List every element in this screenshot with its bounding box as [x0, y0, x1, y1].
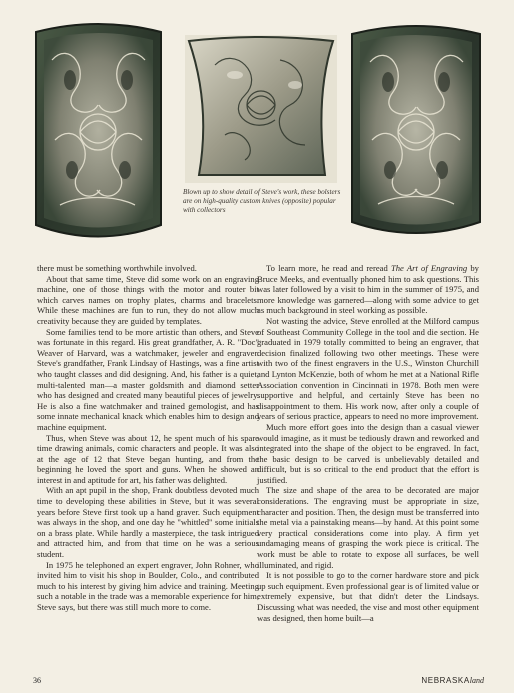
- article-column-left: [37, 263, 259, 613]
- photo-caption: Blown up to show detail of Steve's work, these bolsters are on high-quality custom knives (opposite) popular with collectors: [183, 188, 341, 214]
- article-paragraph: Much more effort goes into the design than a casual viewer would imagine, as it must be tediously drawn and reworked and integrated into the shape of the object to be engraved. In fact, the basic design to be carved is unbelievably detailed and difficult, but is so critical to the end product that the effort is justified.: [257, 421, 479, 485]
- engraved-bolster-icon: [30, 20, 167, 245]
- article-paragraph: In 1975 he telephoned an expert engraver, John Rohner, who invited him to visit his shop in Boulder, Colo., and contributed much to his interest by giving him advice and training. Meeting such a notable in the trade was a memorable experience for him, Steve says, but there was still much more to come.: [37, 559, 259, 612]
- article-paragraph: [257, 263, 479, 316]
- article-paragraph: The size and shape of the area to be decorated are major considerations. The engraving must be appropriate in size, character and position. Then, the design must be transferred into the metal via a painstaking means—by hand. At this point some very practical considerations come into play. A firm yet undamaging means of grasping the work piece is critical. The work must be able to rotate to expose all surfaces, be well illuminated, and rigid.: [257, 485, 479, 570]
- article-paragraph: Thus, when Steve was about 12, he spent much of his spare time drawing animals, comic characters and people. It was also at the age of 12 that Steve began hunting, and from the beginning he loved the sport and guns. When he showed an interest in and aptitude for art, his father was delighted.: [37, 432, 259, 485]
- engraved-bolster-icon: [346, 22, 486, 242]
- book-title: The Art of Engraving: [390, 263, 468, 273]
- page-number: 36: [33, 676, 41, 685]
- article-paragraph: there must be something worthwhile involved.: [37, 263, 197, 273]
- magazine-name-suffix: land: [469, 676, 484, 685]
- paragraph-text: by Bruce Meeks, and eventually phoned him to ask questions. This was later followed by a visit to him in the summer of 1975, and more knowledge was garnered—along with some advice to get as much background in steel working as possible.: [257, 263, 479, 316]
- article-paragraph: Some families tend to be more artistic than others, and Steve was fortunate in this regard. His great grandfather, A. R. "Doc" Weaver of Harvard, was a watchmaker, jeweler and engraver. Steve's grandfather, Frank Lindsay of Hastings, was a fine artist who taught classes and did designing. And, his father is a quiet, multi-talented man—a master goldsmith and diamond setter who has designed and created many beautiful pieces of jewelry. He is also a fine watchmaker and trained gemologist, and has some innate mechanical knack which enables him to design and machine equipment.: [37, 326, 259, 432]
- article-column-right: [257, 263, 479, 623]
- engraved-bolster-closeup-photo: [185, 35, 337, 183]
- engraved-bolster-photo-right: [346, 22, 486, 242]
- article-paragraph: It is not possible to go to the corner hardware store and pick up such equipment. Even professional gear is of limited value or extremely expensive, but that didn't deter the Lindsays. Discussing what was needed, the vise and most other equipment was designed, then home built—a: [257, 570, 479, 623]
- article-paragraph: About that same time, Steve did some work on an engraving machine, one of those things with the motor and router bit which carves names on trophy plates, charms and bracelets. While these machines are fun to run, they do not allow much creativity because they are guided by templates.: [37, 273, 259, 326]
- magazine-name-caps: NEBRASKA: [421, 676, 470, 685]
- article-paragraph: With an apt pupil in the shop, Frank doubtless devoted much time to developing these abilities in Steve, but it was several years before Steve first took up a hand graver. Such equipment was always in the shop, and one day he "whittled" some initials on a brass plate. While hardly a masterpiece, the task intrigued and attracted him, and from that time on he was a serious student.: [37, 485, 259, 560]
- engraved-bolster-closeup-icon: [185, 35, 337, 183]
- magazine-name: [421, 676, 484, 685]
- article-paragraph: Not wasting the advice, Steve enrolled at the Milford campus of Southeast Community College in the tool and die section. He graduated in 1979 totally committed to being an engraver, that decision finalized following two other meetings. These were with two of the finest engravers in the U.S., Winston Churchill and Lynton McKenzie, both of whom he met at a National Rifle Association convention in Cincinnati in 1978. Both men were supportive and helpful, and certainly Steve has been no disappointment to them. His work now, after only a couple of years of serious practice, appears to need no more improvement.: [257, 315, 479, 422]
- engraved-bolster-photo-left: [30, 20, 167, 245]
- paragraph-text: To learn more, he read and reread: [266, 263, 391, 273]
